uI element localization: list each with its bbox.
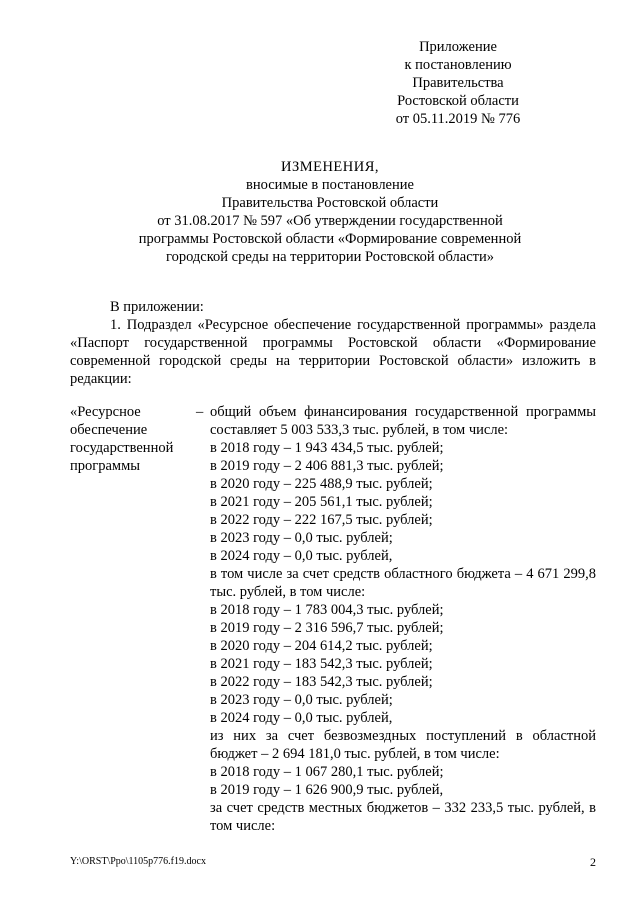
section-dash: – [196, 404, 204, 420]
year-line: в 2019 году – 2 406 881,3 тыс. рублей; [210, 458, 444, 474]
year-line: в 2022 году – 222 167,5 тыс. рублей; [210, 512, 433, 528]
item-1-paragraph: 1. Подраздел «Ресурсное обеспечение государственной программы» раздела «Паспорт государственной программы Ростовской области «Формирование современной городской среды на территории Ростовской области» изложить в редакции: [70, 317, 596, 387]
appendix-line: Правительства [412, 75, 504, 91]
section-label-line: «Ресурсное [70, 404, 141, 420]
appendix-header [348, 38, 568, 128]
title-line: вносимые в постановление [246, 177, 414, 193]
title-line: городской среды на территории Ростовской области» [166, 249, 494, 265]
year-line: в 2019 году – 1 626 900,9 тыс. рублей, [210, 782, 444, 798]
year-line: в 2024 году – 0,0 тыс. рублей, [210, 548, 393, 564]
appendix-line: Приложение [419, 39, 497, 55]
local-budget-text: за счет средств местных бюджетов – 332 233,5 тыс. рублей, в том числе: [210, 800, 596, 834]
appendix-line: от 05.11.2019 № 776 [395, 111, 521, 127]
year-line: в 2020 году – 225 488,9 тыс. рублей; [210, 476, 433, 492]
year-line: в 2021 году – 183 542,3 тыс. рублей; [210, 656, 433, 672]
year-line: в 2018 году – 1 783 004,3 тыс. рублей; [210, 602, 444, 618]
page-number: 2 [590, 855, 596, 869]
year-line: в 2020 году – 204 614,2 тыс. рублей; [210, 638, 433, 654]
appendix-line: Ростовской области [397, 93, 519, 109]
year-line: в 2018 году – 1 943 434,5 тыс. рублей; [210, 440, 444, 456]
section-label [70, 403, 190, 475]
file-path: Y:\ORST\Ppo\1105p776.f19.docx [70, 856, 206, 867]
year-line: в 2022 году – 183 542,3 тыс. рублей; [210, 674, 433, 690]
section-content [210, 403, 596, 835]
year-line: в 2023 году – 0,0 тыс. рублей; [210, 530, 393, 546]
gratuitous-receipts-text: из них за счет безвозмездных поступлений в областной бюджет – 2 694 181,0 тыс. рублей, в том числе: [210, 728, 596, 762]
year-line: в 2018 году – 1 067 280,1 тыс. рублей; [210, 764, 444, 780]
document-title [100, 158, 560, 266]
year-line: в 2024 году – 0,0 тыс. рублей, [210, 710, 393, 726]
year-line: в 2023 году – 0,0 тыс. рублей; [210, 692, 393, 708]
regional-budget-text: в том числе за счет средств областного бюджета – 4 671 299,8 тыс. рублей, в том числе: [210, 566, 596, 600]
intro-paragraph: В приложении: [110, 299, 204, 315]
title-line: программы Ростовской области «Формирование современной [138, 231, 522, 247]
appendix-line: к постановлению [404, 57, 512, 73]
section-label-line: обеспечение [70, 422, 148, 438]
year-line: в 2021 году – 205 561,1 тыс. рублей; [210, 494, 433, 510]
total-funding-text: общий объем финансирования государственной программы составляет 5 003 533,3 тыс. рублей, в том числе: [210, 404, 596, 438]
title-line: Правительства Ростовской области [221, 195, 439, 211]
section-label-line: программы [70, 458, 140, 474]
title-line: от 31.08.2017 № 597 «Об утверждении государственной [157, 213, 503, 229]
section-label-line: государственной [70, 440, 174, 456]
title-main: ИЗМЕНЕНИЯ, [280, 159, 380, 175]
year-line: в 2019 году – 2 316 596,7 тыс. рублей; [210, 620, 444, 636]
